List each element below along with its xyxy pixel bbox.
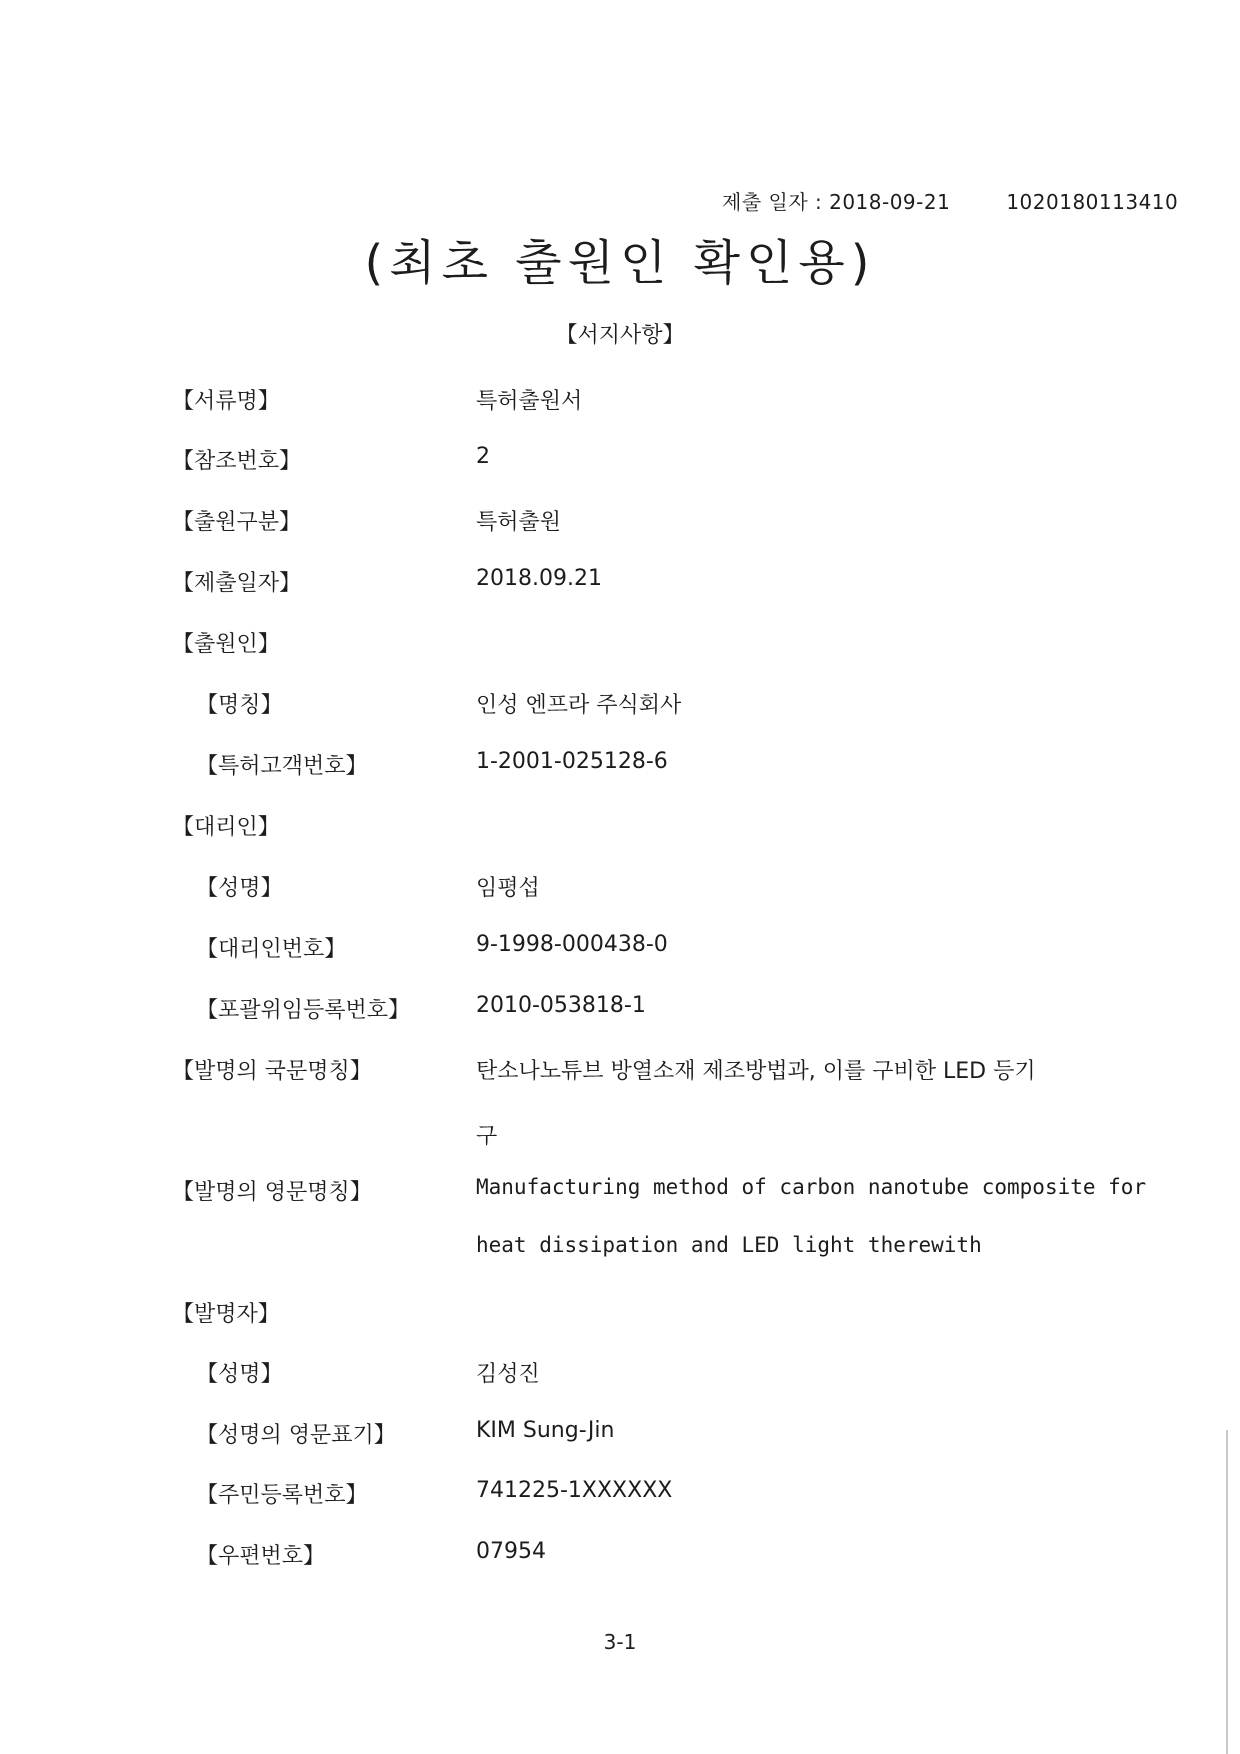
field-value: 특허출원 — [476, 510, 562, 535]
field-value: 김성진 — [476, 1362, 540, 1387]
field-value: 2010-053818-1 — [476, 993, 646, 1018]
field-label: 【참조번호】 — [172, 449, 302, 474]
field-label: 【포괄위임등록번호】 — [196, 998, 411, 1023]
field-value-line1: 탄소나노튜브 방열소재 제조방법과, 이를 구비한 LED 등기 — [476, 1059, 1036, 1084]
field-label: 【주민등록번호】 — [196, 1483, 368, 1508]
field-label: 【출원인】 — [172, 632, 280, 657]
section-title: 【서지사항】 — [555, 323, 685, 348]
field-value-line2: heat dissipation and LED light therewith — [476, 1233, 982, 1257]
field-value: 임평섭 — [476, 876, 540, 901]
field-label: 【대리인번호】 — [196, 937, 347, 962]
field-value: 인성 엔프라 주식회사 — [476, 693, 682, 718]
field-label: 【대리인】 — [172, 815, 280, 840]
field-label: 【성명의 영문표기】 — [196, 1423, 396, 1448]
field-label: 【출원구분】 — [172, 510, 302, 535]
field-value — [476, 1054, 1036, 1150]
field-label: 【발명의 영문명칭】 — [172, 1180, 372, 1205]
field-value-line1: Manufacturing method of carbon nanotube composite for — [476, 1175, 1147, 1199]
field-value: KIM Sung-Jin — [476, 1418, 615, 1443]
field-value: 741225-1XXXXXX — [476, 1478, 673, 1503]
document-number: 1020180113410 — [1006, 190, 1179, 214]
field-label: 【성명】 — [196, 876, 283, 901]
page-number: 3-1 — [603, 1630, 637, 1654]
page-title: (최초 출원인 확인용) — [364, 235, 876, 291]
field-value: 2018.09.21 — [476, 566, 602, 591]
field-label: 【발명자】 — [172, 1302, 280, 1327]
field-label: 【특허고객번호】 — [196, 754, 368, 779]
field-value: 1-2001-025128-6 — [476, 749, 668, 774]
field-label: 【성명】 — [196, 1362, 283, 1387]
field-value: 특허출원서 — [476, 389, 583, 414]
field-label: 【발명의 국문명칭】 — [172, 1059, 372, 1084]
field-value-line2: 구 — [476, 1124, 498, 1149]
field-label: 【제출일자】 — [172, 571, 302, 596]
submission-header — [722, 186, 1178, 215]
field-value: 2 — [476, 444, 490, 469]
field-label: 【우편번호】 — [196, 1544, 326, 1569]
field-value: 9-1998-000438-0 — [476, 932, 668, 957]
scan-edge-line — [1226, 1430, 1228, 1754]
field-label: 【명칭】 — [196, 693, 283, 718]
field-value: 07954 — [476, 1539, 546, 1564]
submission-date-text: 제출 일자 : 2018-09-21 — [722, 190, 951, 214]
field-value — [476, 1175, 1146, 1257]
field-label: 【서류명】 — [172, 389, 280, 414]
